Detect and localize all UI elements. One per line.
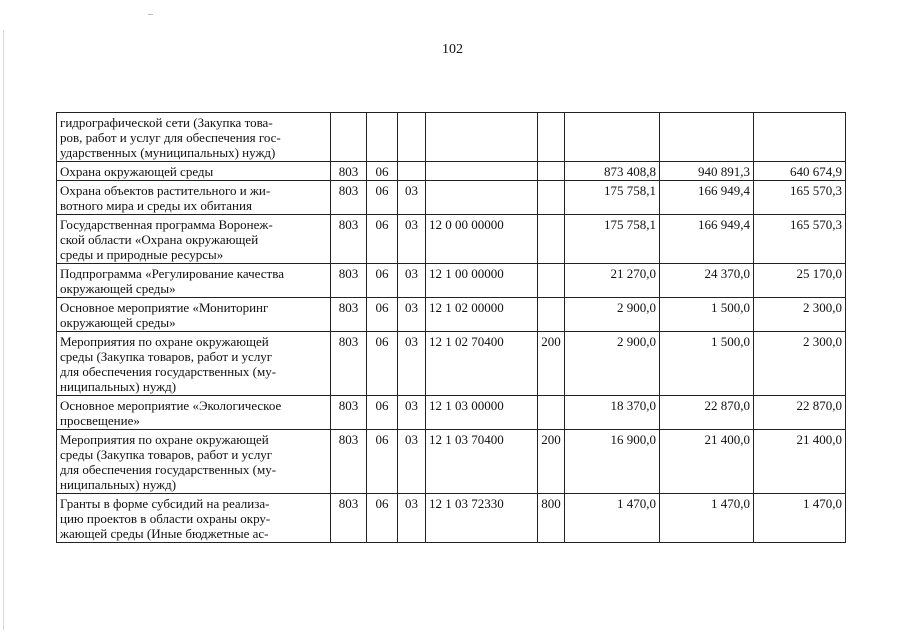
amount-year1-cell: 175 758,1	[565, 181, 660, 215]
section-cell: 06	[367, 162, 398, 181]
amount-year1-cell: 1 470,0	[565, 494, 660, 543]
grbs-cell: 803	[331, 298, 367, 332]
amount-year3-cell: 22 870,0	[754, 396, 846, 430]
table-row	[57, 396, 846, 430]
row-name-line: Охрана объектов растительного и жи-	[60, 183, 271, 198]
amount-year2-cell: 21 400,0	[660, 430, 754, 494]
row-name-line: ударственных (муниципальных) нужд)	[60, 145, 276, 160]
grbs-cell: 803	[331, 494, 367, 543]
amount-year3-cell: 1 470,0	[754, 494, 846, 543]
section-cell: 06	[367, 298, 398, 332]
row-name-line: для обеспечения государственных (му-	[60, 462, 277, 477]
section-cell: 06	[367, 215, 398, 264]
grbs-cell	[331, 113, 367, 162]
grbs-cell: 803	[331, 162, 367, 181]
target-article-cell	[426, 162, 538, 181]
grbs-cell: 803	[331, 332, 367, 396]
amount-year3-cell: 21 400,0	[754, 430, 846, 494]
amount-year1-cell: 18 370,0	[565, 396, 660, 430]
amount-year3-cell: 165 570,3	[754, 215, 846, 264]
row-name-line: Охрана окружающей среды	[60, 164, 214, 179]
amount-year2-cell: 1 500,0	[660, 298, 754, 332]
row-name-line: среды (Закупка товаров, работ и услуг	[60, 447, 273, 462]
amount-year1-cell: 2 900,0	[565, 332, 660, 396]
row-name-cell	[57, 494, 331, 543]
table-row	[57, 264, 846, 298]
amount-year2-cell: 1 470,0	[660, 494, 754, 543]
amount-year2-cell: 22 870,0	[660, 396, 754, 430]
target-article-cell: 12 1 02 00000	[426, 298, 538, 332]
target-article-cell: 12 1 02 70400	[426, 332, 538, 396]
row-name-line: ниципальных) нужд)	[60, 379, 177, 394]
amount-year2-cell: 1 500,0	[660, 332, 754, 396]
row-name-line: просвещение»	[60, 413, 140, 428]
page-edge-rule	[3, 30, 4, 630]
scan-mark	[148, 14, 153, 15]
amount-year1-cell	[565, 113, 660, 162]
expense-type-cell: 200	[538, 332, 565, 396]
row-name-line: Мероприятия по охране окружающей	[60, 432, 269, 447]
section-cell: 06	[367, 396, 398, 430]
table-row	[57, 113, 846, 162]
subsection-cell: 03	[398, 332, 426, 396]
expense-type-cell	[538, 215, 565, 264]
amount-year1-cell: 175 758,1	[565, 215, 660, 264]
amount-year2-cell: 166 949,4	[660, 215, 754, 264]
expense-type-cell: 200	[538, 430, 565, 494]
page-number: 102	[442, 42, 463, 57]
amount-year2-cell: 166 949,4	[660, 181, 754, 215]
amount-year3-cell: 2 300,0	[754, 332, 846, 396]
row-name-cell	[57, 162, 331, 181]
row-name-line: ниципальных) нужд)	[60, 477, 177, 492]
row-name-cell	[57, 215, 331, 264]
row-name-line: Мероприятия по охране окружающей	[60, 334, 269, 349]
amount-year2-cell	[660, 113, 754, 162]
section-cell: 06	[367, 494, 398, 543]
budget-table	[56, 112, 846, 543]
row-name-line: для обеспечения государственных (му-	[60, 364, 277, 379]
row-name-line: Подпрограмма «Регулирование качества	[60, 266, 284, 281]
row-name-cell	[57, 396, 331, 430]
row-name-line: Государственная программа Воронеж-	[60, 217, 273, 232]
expense-type-cell	[538, 264, 565, 298]
section-cell: 06	[367, 430, 398, 494]
table-row	[57, 494, 846, 543]
grbs-cell: 803	[331, 396, 367, 430]
amount-year3-cell	[754, 113, 846, 162]
amount-year3-cell: 165 570,3	[754, 181, 846, 215]
section-cell	[367, 113, 398, 162]
row-name-line: окружающей среды»	[60, 315, 176, 330]
amount-year3-cell: 2 300,0	[754, 298, 846, 332]
budget-table-body	[57, 113, 846, 543]
row-name-cell	[57, 332, 331, 396]
table-row	[57, 430, 846, 494]
subsection-cell: 03	[398, 181, 426, 215]
row-name-line: ской области «Охрана окружающей	[60, 232, 259, 247]
expense-type-cell	[538, 181, 565, 215]
row-name-cell	[57, 298, 331, 332]
grbs-cell: 803	[331, 430, 367, 494]
row-name-line: среды и природные ресурсы»	[60, 247, 224, 262]
target-article-cell: 12 1 03 70400	[426, 430, 538, 494]
subsection-cell: 03	[398, 430, 426, 494]
row-name-cell	[57, 430, 331, 494]
target-article-cell: 12 1 00 00000	[426, 264, 538, 298]
row-name-cell	[57, 113, 331, 162]
target-article-cell: 12 1 03 72330	[426, 494, 538, 543]
table-row	[57, 215, 846, 264]
row-name-line: Гранты в форме субсидий на реализа-	[60, 496, 270, 511]
row-name-line: цию проектов в области охраны окру-	[60, 511, 271, 526]
subsection-cell: 03	[398, 215, 426, 264]
table-row	[57, 332, 846, 396]
amount-year3-cell: 25 170,0	[754, 264, 846, 298]
table-row	[57, 181, 846, 215]
expense-type-cell	[538, 298, 565, 332]
subsection-cell: 03	[398, 298, 426, 332]
amount-year2-cell: 24 370,0	[660, 264, 754, 298]
grbs-cell: 803	[331, 264, 367, 298]
amount-year1-cell: 16 900,0	[565, 430, 660, 494]
subsection-cell: 03	[398, 264, 426, 298]
target-article-cell	[426, 113, 538, 162]
table-row	[57, 298, 846, 332]
section-cell: 06	[367, 332, 398, 396]
row-name-line: гидрографической сети (Закупка това-	[60, 115, 273, 130]
section-cell: 06	[367, 181, 398, 215]
expense-type-cell	[538, 396, 565, 430]
subsection-cell	[398, 113, 426, 162]
table-row	[57, 162, 846, 181]
row-name-line: вотного мира и среды их обитания	[60, 198, 252, 213]
target-article-cell: 12 0 00 00000	[426, 215, 538, 264]
amount-year1-cell: 21 270,0	[565, 264, 660, 298]
grbs-cell: 803	[331, 215, 367, 264]
row-name-line: окружающей среды»	[60, 281, 176, 296]
row-name-line: Основное мероприятие «Мониторинг	[60, 300, 269, 315]
amount-year1-cell: 2 900,0	[565, 298, 660, 332]
section-cell: 06	[367, 264, 398, 298]
row-name-cell	[57, 264, 331, 298]
row-name-line: жающей среды (Иные бюджетные ас-	[60, 526, 269, 541]
row-name-line: Основное мероприятие «Экологическое	[60, 398, 282, 413]
row-name-line: среды (Закупка товаров, работ и услуг	[60, 349, 273, 364]
expense-type-cell: 800	[538, 494, 565, 543]
expense-type-cell	[538, 162, 565, 181]
row-name-line: ров, работ и услуг для обеспечения гос-	[60, 130, 281, 145]
subsection-cell: 03	[398, 494, 426, 543]
expense-type-cell	[538, 113, 565, 162]
amount-year1-cell: 873 408,8	[565, 162, 660, 181]
amount-year3-cell: 640 674,9	[754, 162, 846, 181]
target-article-cell: 12 1 03 00000	[426, 396, 538, 430]
grbs-cell: 803	[331, 181, 367, 215]
row-name-cell	[57, 181, 331, 215]
target-article-cell	[426, 181, 538, 215]
subsection-cell	[398, 162, 426, 181]
subsection-cell: 03	[398, 396, 426, 430]
amount-year2-cell: 940 891,3	[660, 162, 754, 181]
